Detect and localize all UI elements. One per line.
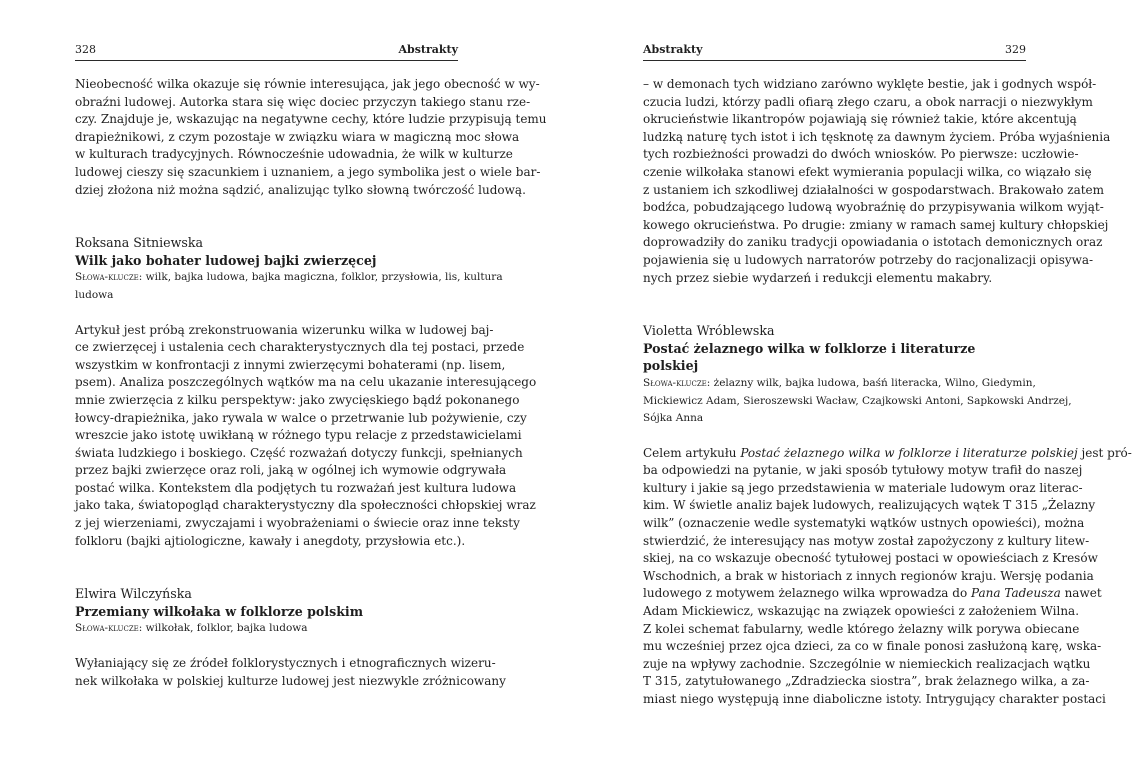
text-line: czucia ludzi, którzy padli ofiarą złego czaru, a obok narracji o niezwykłym [643,94,1093,109]
text-line: Celem artykułu Postać żelaznego wilka w folklorze i literaturze polskiej jest pró- [643,445,1132,460]
article-abstract [643,445,1132,709]
text-line: folkloru (bajki ajtiologiczne, kawały i anegdoty, przysłowia etc.). [75,533,466,548]
text-line: czenie wilkołaka stanowi efekt wymierania populacji wilka, co wiązało się [643,164,1092,179]
page-body [75,76,547,690]
text-line: z jej wierzeniami, zwyczajami i wyobrażeniami o świecie oraz inne teksty [75,516,520,531]
text-line: Adam Mickiewicz, wskazując na związek opowieści z założeniem Wilna. [643,604,1080,619]
text-line: bodźca, pobudzającego ludową wyobraźnię do przypisywania wilkom wyjąt- [643,200,1104,215]
text-line: z ustaniem ich szkodliwej działalności w gospodarstwach. Brakowało zatem [643,182,1105,197]
continued-paragraph [643,76,1111,287]
article-author: Roksana Sitniewska [75,235,203,251]
text-line: przez bajki zwierzęce oraz roli, jaką w ogólnej ich wymowie odgrywała [75,463,507,478]
text-line: ce zwierzęcej i ustalenia cech charakterystycznych dla tej postaci, przede [75,340,525,355]
text-line: Wschodnich, a brak w historiach z innych regionów kraju. Wersję podania [643,568,1094,583]
text-line: Z kolei schemat fabularny, wedle którego żelazny wilk porywa obiecane [643,621,1080,636]
text-line: ludzką naturę tych istot i ich tęsknotę za dawnym życiem. Próba wyjaśnienia [643,129,1111,144]
page-body [643,76,1132,709]
text-line: psem). Analiza poszczególnych wątków ma na celu ukazanie interesującego [75,375,537,390]
text-line: tych rozbieżności prowadzi do dwóch wniosków. Po pierwsze: uczłowie- [643,147,1079,162]
page-number: 329 [1005,43,1026,56]
article-abstract [75,655,506,690]
running-title: Abstrakty [398,43,458,56]
keywords-label: Słowa-klucze [75,622,139,635]
text-line: wszystkim w konfrontacji z innymi zwierzęcymi bohaterami (np. lisem, [75,357,506,372]
article-entry [643,322,1132,708]
text-line: kowego okrucieństwa. Po drugie: zmiany w ramach samej kultury chłopskiej [643,217,1109,232]
text-line: jako taka, światopogląd charakterystyczny dla społeczności chłopskiej wraz [75,498,536,513]
keywords-line: Mickiewicz Adam, Sieroszewski Wacław, Czajkowski Antoni, Sapkowski Andrzej, [643,394,1072,407]
text-line: łowcy-drapieżnika, jako rywala w walce o przetrwanie lub pożywienie, czy [75,410,527,425]
text-line: T 315, zatytułowanego „Zdradziecka siostra”, brak żelaznego wilka, a za- [643,674,1090,689]
text-line: nek wilkołaka w polskiej kulturze ludowej jest niezwykle zróżnicowany [75,673,506,688]
text-line: doprowadziły do zaniku tradycji opowiadania o istotach demonicznych oraz [643,235,1103,250]
italic-title: Pana Tadeusza [970,586,1061,601]
text-line: nych przez siebie wydarzeń i redukcji elementu makabry. [643,270,993,285]
keywords-label: Słowa-klucze [643,376,707,389]
text-line: obraźni ludowej. Autorka stara się więc dociec przyczyn takiego stanu rze- [75,94,531,109]
text-line: pojawienia się u ludowych narratorów potrzeby do racjonalizacji opisywa- [643,252,1094,267]
keywords-line: Sójka Anna [643,412,704,425]
text-line: zuje na wpływy zachodnie. Szczególnie w niemieckich realizacjach wątku [643,656,1091,671]
text-line: okrucieństwie likantropów pojawiają się również takie, które akcentują [643,112,1077,127]
article-keywords [75,269,503,304]
running-head [75,42,458,61]
article-abstract [75,322,537,551]
keywords-line: Słowa-klucze: żelazny wilk, bajka ludowa, baśń literacka, Wilno, Giedymin, [643,376,1036,389]
running-title: Abstrakty [643,43,703,56]
text-line: mu wcześniej przez ojca dzieci, za co w finale ponosi zasłużoną karę, wska- [643,639,1102,654]
text-line: kim. W świetle analiz bajek ludowych, realizujących wątek T 315 „Żelazny [643,498,1096,513]
text-line: ludowego z motywem żelaznego wilka wprowadza do Pana Tadeusza nawet [643,586,1102,601]
article-author: Elwira Wilczyńska [75,586,192,602]
running-head [643,42,1026,61]
text-line: świata ludzkiego i boskiego. Część rozważań dotyczy funkcji, spełnianych [75,445,523,460]
text-line: skiej, na co wskazuje obecność tytułowej postaci w opowieściach z Kresów [643,551,1098,566]
text-line: mnie zwierzęcia z kilku perspektyw: jako zwycięskiego bądź pokonanego [75,392,520,407]
text-line: Nieobecność wilka okazuje się równie interesująca, jak jego obecność w wy- [75,77,540,91]
text-line: miast niego występują inne diaboliczne istoty. Intrygujący charakter postaci [643,692,1106,706]
article-author: Violetta Wróblewska [643,323,775,339]
text-line: w kulturach tradycyjnych. Równocześnie udowadnia, że wilk w kulturze [75,147,513,162]
text-line: kultury i jakie są jego przedstawienia w materiale ludowym oraz literac- [643,480,1083,495]
keywords-line: Słowa-klucze: wilk, bajka ludowa, bajka magiczna, folklor, przysłowia, lis, kultura [75,271,503,284]
keywords-line: ludowa [75,288,114,301]
text-line: czy. Znajduje je, wskazując na negatywne cechy, które ludzie przypisują temu [75,112,547,127]
text-line: dziej złożona niż można sądzić, analizując tylko słowną twórczość ludową. [75,182,526,197]
text-line: stwierdzić, że interesujący nas motyw został zapożyczony z kultury litew- [643,533,1090,548]
text-line: – w demonach tych widziano zarówno wyklęte bestie, jak i godnych współ- [643,77,1097,91]
article-keywords [643,375,1072,428]
keywords-line: Słowa-klucze: wilkołak, folklor, bajka ludowa [75,622,308,635]
text-line: wreszcie jako istotę uwikłaną w różnego typu relacje z przedstawicielami [75,428,522,443]
text-line: ludowej cieszy się szacunkiem i uznaniem, a jego symbolika jest o wiele bar- [75,164,541,179]
text-line: postać wilka. Kontekstem dla podjętych tu rozważań jest kultura ludowa [75,480,517,495]
keywords-label: Słowa-klucze [75,271,139,284]
page-number: 328 [75,43,96,56]
article-title: Przemiany wilkołaka w folklorze polskim [75,603,364,619]
article-title: Wilk jako bohater ludowej bajki zwierzęcej [75,252,377,268]
article-entry [75,585,506,690]
article-keywords [75,620,458,638]
text-line: wilk” (oznaczenie wedle systematyki wątków ustnych opowieści), można [643,516,1085,531]
text-line: Artykuł jest próbą zrekonstruowania wizerunku wilka w ludowej baj- [75,322,494,337]
text-line: Wyłaniający się ze źródeł folklorystycznych i etnograficznych wizeru- [75,656,496,671]
text-line: ba odpowiedzi na pytanie, w jaki sposób tytułowy motyw trafił do naszej [643,463,1083,478]
article-title: Postać żelaznego wilka w folklorze i literaturze polskiej [643,340,976,374]
article-entry [75,234,537,550]
text-line: drapieżnikowi, z czym pozostaje w związku wiara w magiczną moc słowa [75,129,520,144]
italic-title: Postać żelaznego wilka w folklorze i literaturze polskiej [740,445,1078,460]
intro-paragraph [75,76,547,199]
